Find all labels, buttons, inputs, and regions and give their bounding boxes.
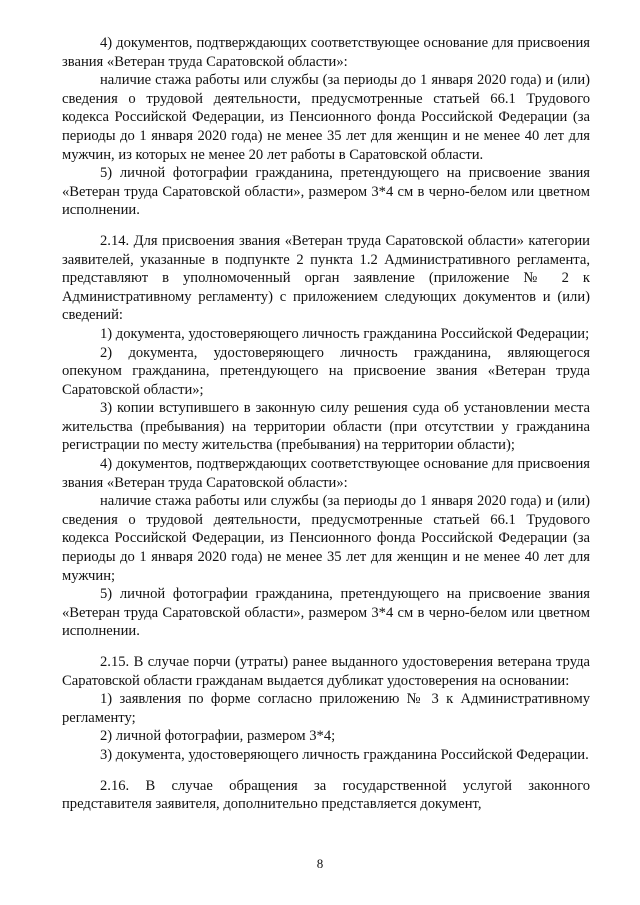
page-number: 8	[316, 856, 324, 871]
document-body	[62, 34, 590, 814]
paragraph: 2) документа, удостоверяющего личность гражданина, являющегося опекуном гражданина, претендующего на присвоение звания «Ветеран труда Саратовской области»;	[62, 344, 590, 398]
paragraph: наличие стажа работы или службы (за периоды до 1 января 2020 года) и (или) сведения о трудовой деятельности, предусмотренные статьей 66.1 Трудового кодекса Российской Федерации, из Пенсионного фонда Российской Федерации (за периоды до 1 января 2020 года) не менее 35 лет для женщин и не менее 40 лет для мужчин, из которых не менее 20 лет работы в Саратовской области.	[62, 72, 590, 163]
paragraph: 4) документов, подтверждающих соответствующее основание для присвоения звания «Ветеран труда Саратовской области»:	[62, 35, 590, 70]
paragraph: 2.14. Для присвоения звания «Ветеран труда Саратовской области» категории заявителей, указанные в подпункте 2 пункта 1.2 Административного регламента, представляют в уполномоченный орган заявление (приложение № 2 к Административному регламенту) с приложением следующих документов и (или) сведений:	[62, 232, 590, 324]
paragraph: 2) личной фотографии, размером 3*4;	[100, 728, 336, 745]
paragraph: наличие стажа работы или службы (за периоды до 1 января 2020 года) и (или) сведения о трудовой деятельности, предусмотренные статьей 66.1 Трудового кодекса Российской Федерации, из Пенсионного фонда Российской Федерации (за периоды до 1 января 2020 года) не менее 35 лет для женщин и не менее 40 лет для мужчин;	[62, 493, 590, 584]
paragraph: 3) документа, удостоверяющего личность гражданина Российской Федерации.	[100, 746, 589, 763]
paragraph: 4) документов, подтверждающих соответствующее основание для присвоения звания «Ветеран труда Саратовской области»:	[62, 456, 590, 491]
paragraph: 5) личной фотографии гражданина, претендующего на присвоение звания «Ветеран труда Саратовской области», размером 3*4 см в черно-белом или цветном исполнении.	[62, 165, 590, 219]
paragraph: 1) документа, удостоверяющего личность гражданина Российской Федерации;	[100, 325, 590, 342]
paragraph: 3) копии вступившего в законную силу решения суда об установлении места жительства (пребывания) на территории области (при отсутствии у гражданина регистрации по месту жительства (пребывания) на территории области);	[62, 400, 590, 454]
paragraph: 5) личной фотографии гражданина, претендующего на присвоение звания «Ветеран труда Саратовской области», размером 3*4 см в черно-белом или цветном исполнении.	[62, 586, 590, 640]
paragraph: 2.16. В случае обращения за государственной услугой законного представителя заявителя, дополнительно представляется документ,	[62, 777, 590, 813]
paragraph: 2.15. В случае порчи (утраты) ранее выданного удостоверения ветерана труда Саратовской области гражданам выдается дубликат удостоверения на основании:	[62, 654, 590, 689]
paragraph: 1) заявления по форме согласно приложению № 3 к Административному регламенту;	[62, 691, 590, 726]
